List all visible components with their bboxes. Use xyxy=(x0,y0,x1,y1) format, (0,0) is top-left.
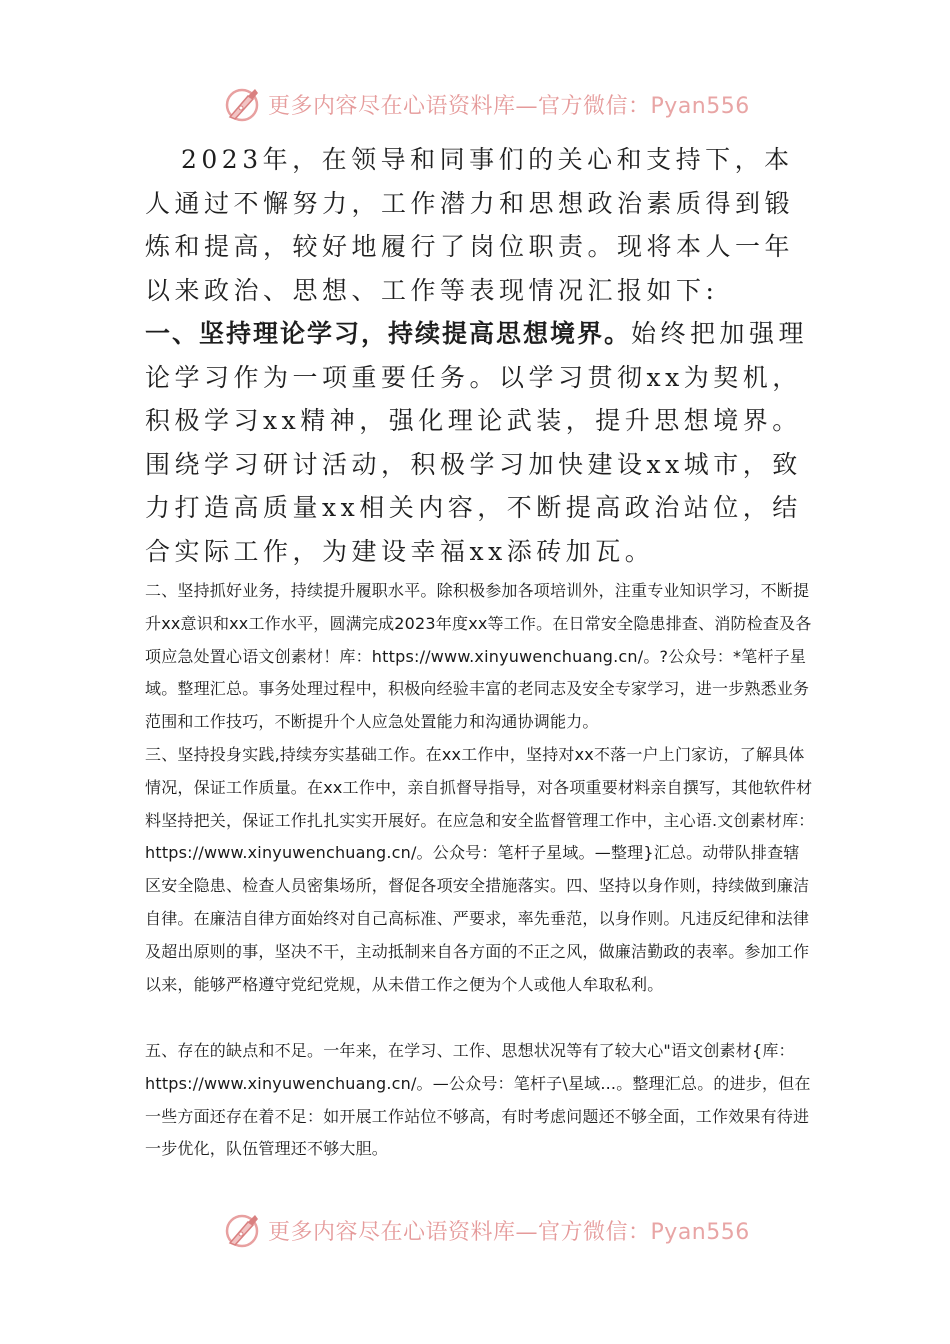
section-2 xyxy=(145,575,815,739)
pen-nib-logo-icon xyxy=(222,1210,262,1250)
footer-watermark-banner xyxy=(0,1204,950,1254)
watermark-text: 更多内容尽在心语资料库—官方微信：Pyan556 xyxy=(268,93,750,119)
section-1-body: 始终把加强理论学习作为一项重要任务。以学习贯彻xx为契机，积极学习xx精神，强化理论武装，提升思想境界。围绕学习研讨活动，积极学习加快建设xx城市，致力打造高质量xx相关内容，不断提高政治站位，结合实际工作，为建设幸福xx添砖加瓦。 xyxy=(145,319,809,566)
section-5 xyxy=(145,1035,815,1166)
watermark-text: 更多内容尽在心语资料库—官方微信：Pyan556 xyxy=(268,1219,750,1245)
header-watermark-banner xyxy=(0,78,950,128)
section-1-heading: 一、坚持理论学习，持续提高思想境界。 xyxy=(145,319,632,348)
section-3-4 xyxy=(145,739,815,1001)
intro-text: 2023年，在领导和同事们的关心和支持下，本人通过不懈努力，工作潜力和思想政治素质得到锻炼和提高，较好地履行了岗位职责。现将本人一年以来政治、思想、工作等表现情况汇报如下: xyxy=(145,145,795,305)
section-2-text: 二、坚持抓好业务，持续提升履职水平。除积极参加各项培训外，注重专业知识学习，不断提升xx意识和xx工作水平，圆满完成2023年度xx等工作。在日常安全隐患排查、消防检查及各项应急处置心语文创素材！库：https://www.xinyuwenchuang.cn/。?公众号：*笔杆子星域。整理汇总。事务处理过程中，积极向经验丰富的老同志及安全专家学习，进一步熟悉业务范围和工作技巧，不断提升个人应急处置能力和沟通协调能力。 xyxy=(145,581,812,732)
intro-paragraph xyxy=(145,138,810,312)
section-5-text: 五、存在的缺点和不足。一年来，在学习、工作、思想状况等有了较大心"语文创素材{库：https://www.xinyuwenchuang.cn/。—公众号：笔杆子\星域...。整理汇总。的进步，但在一些方面还存在着不足：如开展工作站位不够高，有时考虑问题还不够全面，工作效果有待进一步优化，队伍管理还不够大胆。 xyxy=(145,1041,811,1159)
pen-nib-logo-icon xyxy=(222,84,262,124)
section-3-text: 三、坚持投身实践,持续夯实基础工作。在xx工作中，坚持对xx不落一户上门家访，了解具体情况，保证工作质量。在xx工作中，亲自抓督导指导，对各项重要材料亲自撰写，其他软件材料坚持把关，保证工作扎扎实实开展好。在应急和安全监督管理工作中，主心语.文创素材库：https://www.xinyuwenchuang.cn/。公众号：笔杆子星域。—整理}汇总。动带队排查辖区安全隐患、检查人员密集场所，督促各项安全措施落实。四、坚持以身作则，持续做到廉洁自律。在廉洁自律方面始终对自己高标准、严要求，率先垂范，以身作则。凡违反纪律和法律及超出原则的事，坚决不干，主动抵制来自各方面的不正之风，做廉洁勤政的表率。参加工作以来，能够严格遵守党纪党规，从未借工作之便为个人或他人牟取私利。 xyxy=(145,745,815,994)
section-1 xyxy=(145,312,810,573)
